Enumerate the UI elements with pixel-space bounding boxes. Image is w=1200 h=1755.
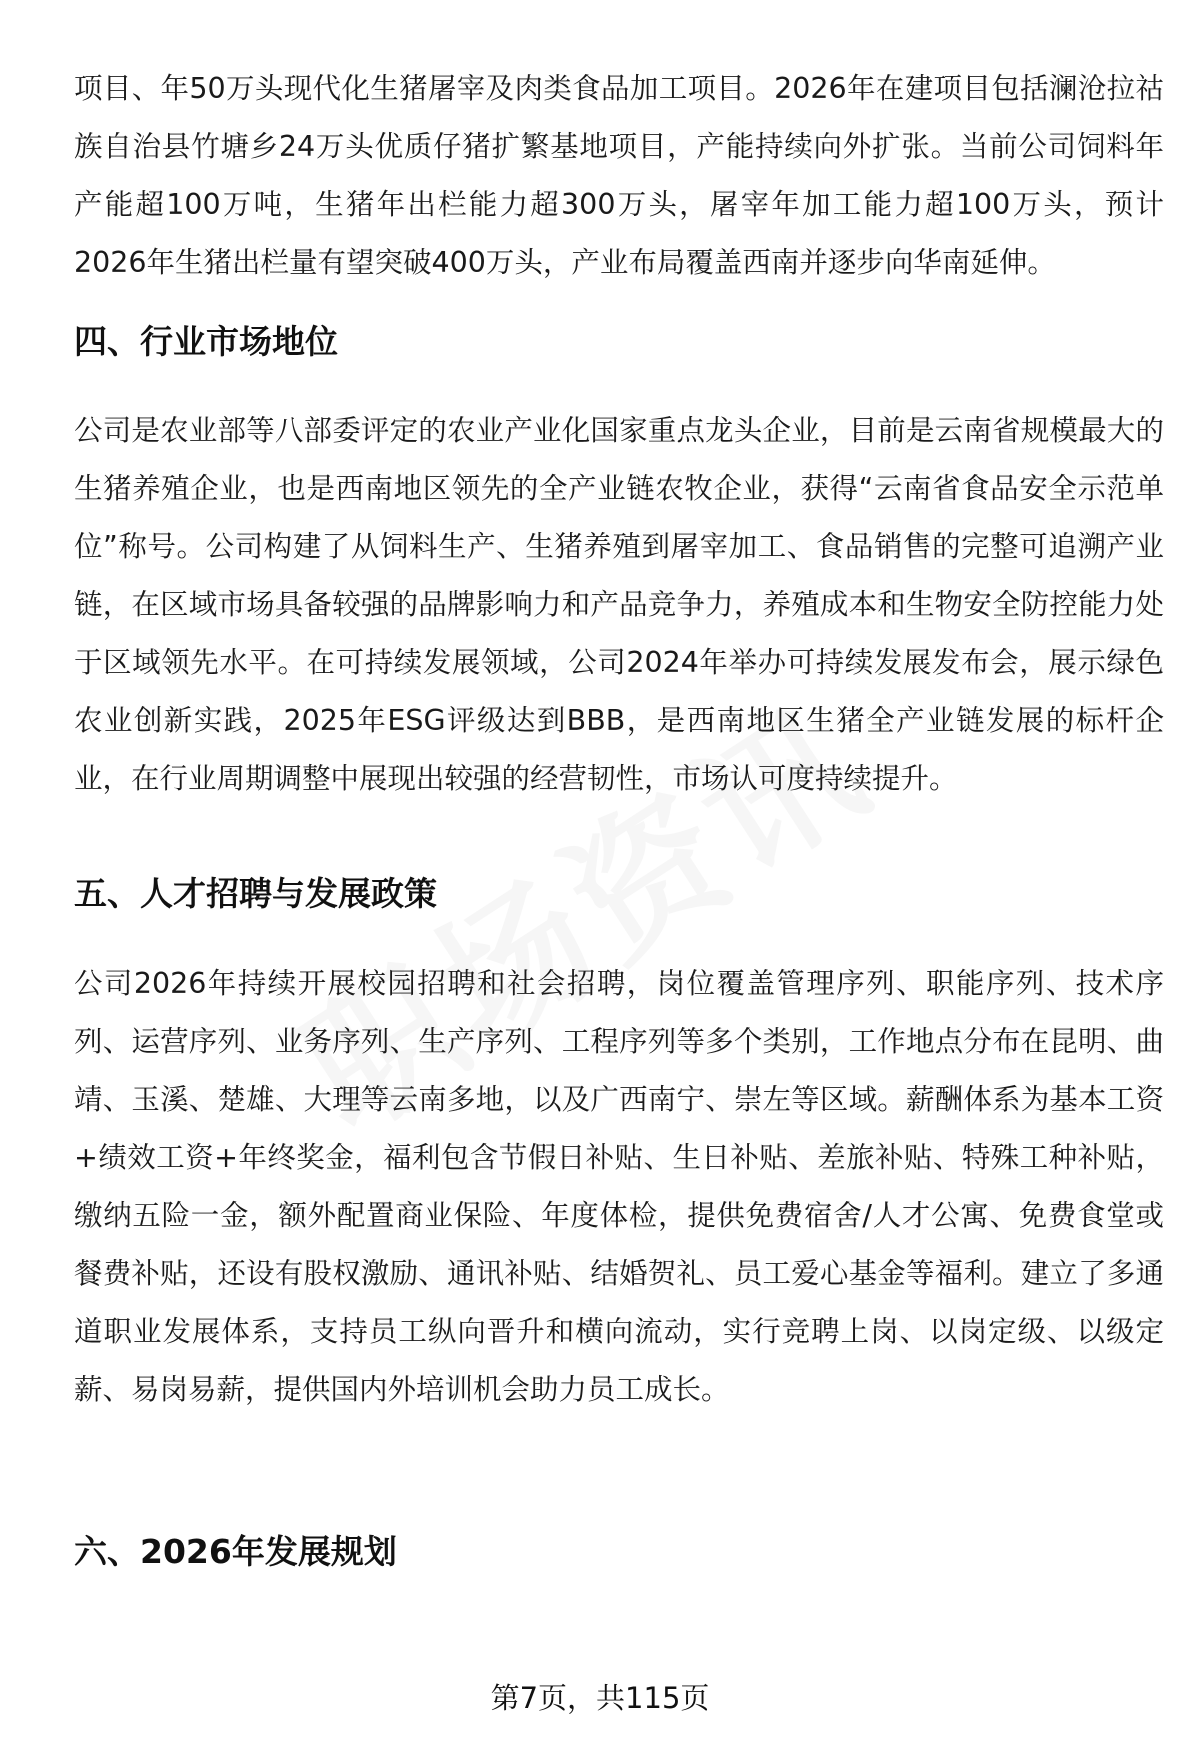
market-position-paragraph: 公司是农业部等八部委评定的农业产业化国家重点龙头企业，目前是云南省规模最大的生猪养殖企业，也是西南地区领先的全产业链农牧企业，获得“云南省食品安全示范单位”称号。公司构建了从饲料生产、生猪养殖到屠宰加工、食品销售的完整可追溯产业链，在区域市场具备较强的品牌影响力和产品竞争力，养殖成本和生物安全防控能力处于区域领先水平。在可持续发展领域，公司2024年举办可持续发展发布会，展示绿色农业创新实践，2025年ESG评级达到BBB，是西南地区生猪全产业链发展的标杆企业，在行业周期调整中展现出较强的经营韧性，市场认可度持续提升。 [74,414,1164,795]
section-heading-talent-policy: 五、人才招聘与发展政策 [74,874,437,913]
section-heading-development-plan: 六、2026年发展规划 [74,1532,397,1571]
intro-paragraph: 项目、年50万头现代化生猪屠宰及肉类食品加工项目。2026年在建项目包括澜沧拉祜族自治县竹塘乡24万头优质仔猪扩繁基地项目，产能持续向外扩张。当前公司饲料年产能超100万吨，生猪年出栏能力超300万头，屠宰年加工能力超100万头，预计2026年生猪出栏量有望突破400万头，产业布局覆盖西南并逐步向华南延伸。 [74,72,1164,279]
talent-policy-paragraph: 公司2026年持续开展校园招聘和社会招聘，岗位覆盖管理序列、职能序列、技术序列、运营序列、业务序列、生产序列、工程序列等多个类别，工作地点分布在昆明、曲靖、玉溪、楚雄、大理等云南多地，以及广西南宁、崇左等区域。薪酬体系为基本工资+绩效工资+年终奖金，福利包含节假日补贴、生日补贴、差旅补贴、特殊工种补贴，缴纳五险一金，额外配置商业保险、年度体检，提供免费宿舍/人才公寓、免费食堂或餐费补贴，还设有股权激励、通讯补贴、结婚贺礼、员工爱心基金等福利。建立了多通道职业发展体系，支持员工纵向晋升和横向流动，实行竞聘上岗、以岗定级、以级定薪、易岗易薪，提供国内外培训机会助力员工成长。 [74,967,1164,1406]
page-number: 第7页，共115页 [490,1681,710,1715]
section-heading-market-position: 四、行业市场地位 [74,322,338,361]
